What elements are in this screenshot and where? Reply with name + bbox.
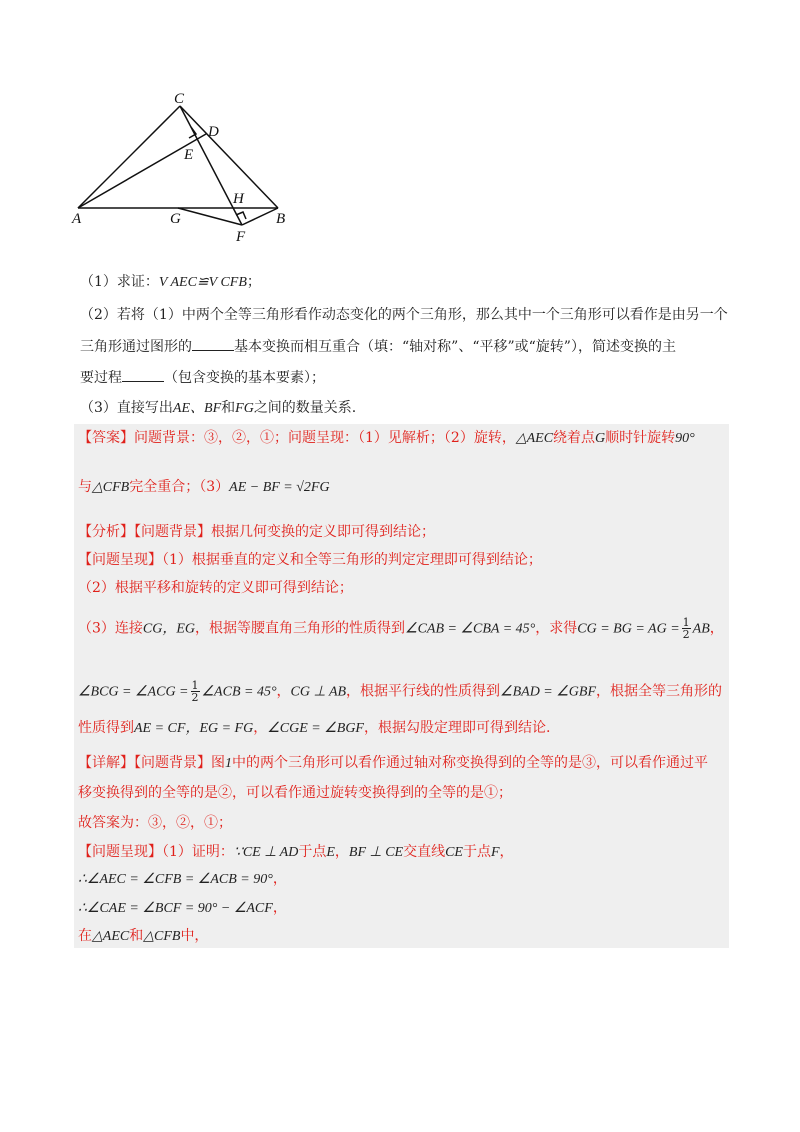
math: BF ⊥ CE bbox=[348, 845, 404, 860]
math: G bbox=[595, 431, 606, 446]
math: CG，EG bbox=[142, 621, 196, 637]
text: 之间的数量关系. bbox=[253, 400, 357, 416]
text: 【分析】【问题背景】根据几何变换的定义即可得到结论； bbox=[78, 524, 435, 540]
text: ， bbox=[499, 844, 514, 860]
math: △AEC bbox=[515, 431, 554, 446]
segment-bf bbox=[242, 208, 278, 225]
math: CG = BG = AG = bbox=[577, 621, 680, 637]
segment-gf bbox=[178, 208, 242, 225]
label-e: E bbox=[184, 147, 194, 163]
text: 和 bbox=[129, 928, 144, 944]
label-g: G bbox=[170, 211, 181, 227]
detail-line-7 bbox=[78, 926, 208, 947]
math: 90° bbox=[675, 431, 695, 446]
text: ，求得 bbox=[535, 620, 578, 637]
text: 故答案为：③，②，①； bbox=[78, 815, 232, 831]
analysis-line-2 bbox=[78, 550, 542, 570]
text: （2）若将（1）中两个全等三角形看作动态变化的两个三角形，那么其中一个三角形可以看作是由另一个 bbox=[80, 307, 728, 323]
numerator: 1 bbox=[682, 616, 690, 629]
text: ， bbox=[272, 900, 287, 916]
question-2-line-1 bbox=[80, 305, 728, 325]
text: （3）直接写出 bbox=[80, 400, 173, 416]
label-d: D bbox=[208, 124, 219, 140]
analysis-line-4 bbox=[78, 617, 724, 640]
answer-line-2 bbox=[78, 477, 330, 498]
math: ∴∠CAE = ∠BCF = 90° − ∠ACF bbox=[78, 901, 273, 916]
math: F bbox=[490, 845, 500, 860]
math: △AEC bbox=[92, 929, 130, 944]
fraction bbox=[682, 617, 691, 640]
analysis-line-6 bbox=[78, 718, 550, 739]
text: ，根据平行线的性质得到 bbox=[346, 683, 501, 700]
numerator: 1 bbox=[191, 679, 199, 692]
text: 【详解】【问题背景】图 bbox=[78, 755, 225, 771]
text: ； bbox=[246, 274, 261, 290]
text: ， bbox=[709, 620, 724, 637]
text: ， bbox=[272, 871, 287, 887]
math: AE − BF = √2FG bbox=[229, 480, 330, 495]
text: 顺时针旋转 bbox=[605, 430, 676, 446]
math: △CFB bbox=[92, 480, 130, 495]
math: △CFB bbox=[143, 929, 181, 944]
text: 【答案】问题背景：③，②，①；问题呈现：（1）见解析；（2）旋转， bbox=[78, 430, 516, 446]
segment-cb bbox=[180, 106, 278, 208]
text: 在 bbox=[78, 928, 92, 944]
text: 中的两个三角形可以看作通过轴对称变换得到的全等的是③，可以看作通过平 bbox=[232, 755, 708, 771]
question-1 bbox=[80, 272, 261, 293]
text: 移变换得到的全等的是②，可以看作通过旋转变换得到的全等的是①； bbox=[78, 785, 512, 801]
text: ， bbox=[276, 683, 291, 700]
math: E bbox=[326, 845, 335, 860]
label-b: B bbox=[276, 211, 286, 227]
denominator: 2 bbox=[682, 628, 690, 641]
analysis-line-5 bbox=[78, 680, 722, 703]
text: ，根据全等三角形的 bbox=[596, 683, 723, 700]
answer-blank[interactable] bbox=[192, 336, 234, 351]
math: CE bbox=[445, 845, 463, 860]
text: ，根据勾股定理即可得到结论. bbox=[363, 720, 551, 736]
geometry-figure bbox=[60, 86, 310, 256]
detail-line-2 bbox=[78, 783, 512, 803]
detail-line-6 bbox=[78, 898, 287, 919]
math: AB bbox=[692, 621, 710, 637]
math: ∠CGE = ∠BGF bbox=[267, 721, 364, 736]
math: AE、BF bbox=[172, 401, 222, 416]
triangle-diagram bbox=[60, 86, 310, 256]
label-f: F bbox=[236, 229, 246, 245]
text: 和 bbox=[221, 400, 236, 416]
math: ∴∠AEC = ∠CFB = ∠ACB = 90° bbox=[78, 872, 273, 887]
text: （3）连接 bbox=[78, 620, 143, 637]
text: 交直线 bbox=[403, 844, 446, 860]
math: ∠CAB = ∠CBA = 45° bbox=[405, 621, 536, 637]
label-h: H bbox=[233, 191, 244, 207]
math: AE = CF，EG = FG bbox=[134, 721, 254, 736]
math: CG ⊥ AB bbox=[290, 684, 347, 700]
math: ∠ACB = 45° bbox=[201, 684, 277, 700]
text: 绕着点 bbox=[553, 430, 596, 446]
analysis-line-3 bbox=[78, 578, 353, 598]
answer-line-1 bbox=[78, 428, 695, 449]
question-2-line-3 bbox=[80, 367, 325, 388]
text: 中， bbox=[180, 928, 209, 944]
text: ， bbox=[253, 720, 268, 736]
right-angle-mark-e bbox=[189, 127, 196, 138]
question-3 bbox=[80, 398, 356, 419]
denominator: 2 bbox=[191, 691, 199, 704]
label-a: A bbox=[72, 211, 82, 227]
question-2-line-2 bbox=[80, 336, 676, 357]
math: FG bbox=[235, 401, 254, 416]
segment-ac bbox=[78, 106, 180, 208]
text: 完全重合；（3） bbox=[129, 479, 230, 495]
text: （2）根据平移和旋转的定义即可得到结论； bbox=[78, 580, 353, 596]
text: 基本变换而相互重合（填：“轴对称”、“平移”或“旋转”），简述变换的主 bbox=[234, 339, 676, 355]
label-c: C bbox=[174, 91, 185, 107]
text: ，根据等腰直角三角形的性质得到 bbox=[195, 620, 406, 637]
text: （包含变换的基本要素）； bbox=[164, 370, 325, 386]
text: 于点 bbox=[298, 844, 327, 860]
math: V AEC≌V CFB bbox=[158, 275, 247, 290]
detail-line-5 bbox=[78, 869, 287, 890]
detail-line-1 bbox=[78, 753, 708, 774]
math: ∠BCG = ∠ACG = bbox=[78, 684, 189, 700]
math: ∵CE ⊥ AD bbox=[233, 845, 299, 860]
text: 于点 bbox=[462, 844, 491, 860]
text: 【问题呈现】（1）根据垂直的定义和全等三角形的判定定理即可得到结论； bbox=[78, 552, 542, 568]
text: （1）求证： bbox=[80, 274, 159, 290]
text: ， bbox=[334, 844, 349, 860]
text: 与 bbox=[78, 479, 92, 495]
analysis-line-1 bbox=[78, 522, 435, 542]
text: 三角形通过图形的 bbox=[80, 339, 192, 355]
text: 要过程 bbox=[80, 370, 122, 386]
math: ∠BAD = ∠GBF bbox=[500, 684, 597, 700]
text: 【问题呈现】（1）证明： bbox=[78, 844, 234, 860]
detail-line-3 bbox=[78, 813, 232, 833]
fraction bbox=[191, 680, 200, 703]
answer-blank[interactable] bbox=[122, 367, 164, 382]
math: 1 bbox=[225, 756, 232, 771]
detail-line-4 bbox=[78, 842, 514, 863]
text: 性质得到 bbox=[78, 720, 134, 736]
segment-ad bbox=[78, 134, 206, 208]
